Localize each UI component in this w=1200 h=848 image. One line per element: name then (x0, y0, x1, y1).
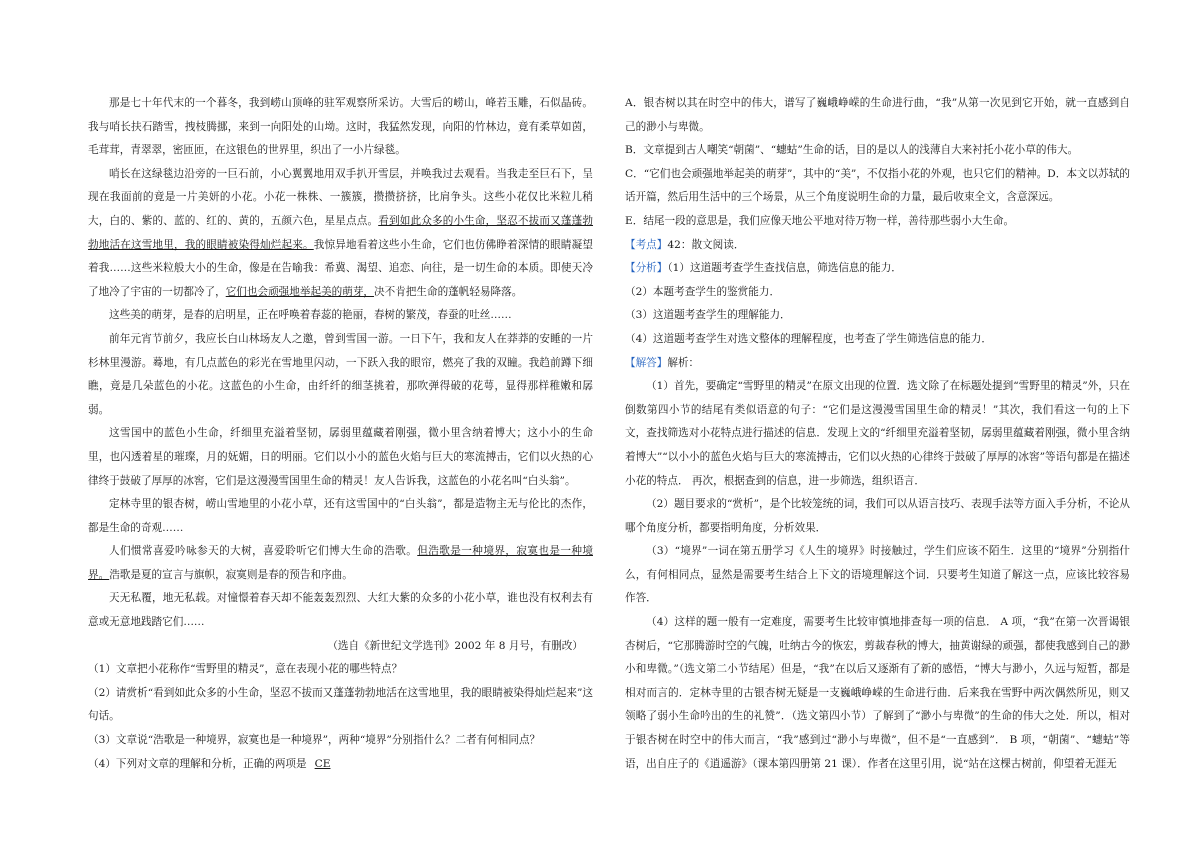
passage-paragraph-3: 这些美的萌芽，是春的启明星，正在呼唤着春蕊的艳丽，春树的繁茂，春蚕的吐丝…… (109, 309, 512, 322)
passage-paragraph-5: 这雪国中的蓝色小生命，纤细里充溢着坚韧，孱弱里蕴藏着刚强，微小里含纳着博大；这小小的生命里，也闪透着星的璀璨，月的妩媚，日的明丽。它们以小小的蓝色火焰与巨大的寒流搏击，它们以火热的心律终于鼓破了厚厚的冰窖，它们是这漫漫雪国里生命的精灵！友人告诉我，这蓝色的小花名叫“白头翁”。 (88, 427, 593, 487)
passage-paragraph-8: 天无私覆，地无私载。对憧憬着春天却不能轰轰烈烈、大红大紫的众多的小花小草，谁也没有权利去有意或无意地践踏它们…… (88, 592, 593, 629)
answer-3: （3）“境界”一词在第五册学习《人生的境界》时接触过，学生们应该不陌生．这里的“境界”分别指什么，有何相同点，显然是需要考生结合上下文的语境理解这个词．只要考生知道了解这一点，应该比较容易作答． (625, 545, 1130, 605)
text: 哨长在这绿毯边沿旁的一巨石前，小心翼翼地用双手扒开雪层，并唤我过去观看。当我走至巨石下，呈现在我面前的竟是一片美妍的小花。小花一株株、一簇簇，攒攒挤挤，比肩争头。这些小花仅比米粒儿稍大，白的、紫的、蓝的、红的、黄的，五颜六色，星星点点。 (88, 167, 593, 227)
passage-paragraph-1 (88, 92, 593, 163)
text: 42：散文阅读． (667, 238, 745, 251)
fenxi-tag: 【分析】 (625, 262, 668, 275)
fenxi-2: （2）本题考查学生的鉴赏能力． (625, 285, 781, 298)
question-3: （3）文章说“浩歌是一种境界，寂寞也是一种境界”，两种“境界”分别指什么？二者有何相同点？ (88, 734, 541, 747)
text: 人们惯常喜爱吟咏参天的大树，喜爱聆听它们博大生命的浩歌。 (109, 545, 418, 558)
underlined-sentence: 看到如此众多的小生命，坚忍不拔而又蓬蓬勃勃地活在这雪地里，我的眼睛被染得灿烂起来。 (88, 214, 594, 251)
source-citation: （选自《新世纪文学选刊》2002 年 8 月号，有删改） (327, 639, 583, 652)
option-e: E．结尾一段的意思是，我们应像天地公平地对待万物一样，善待那些弱小大生命。 (625, 214, 1015, 227)
text: 我惊异地看着这些小生命，它们也仿佛睁着深情的眼睛凝望着我……这些米粒般大小的生命，像是在告喻我：希冀、渴望、追恋、向往，是一切生命的本质。即使天冷了地冷了宇宙的一切都冷了， (88, 238, 594, 298)
question-1: （1）文章把小花称作“雪野里的精灵”，意在表现小花的哪些特点？ (88, 663, 403, 676)
underlined-sentence: 它们也会顽强地举起美的萌芽， (225, 285, 375, 298)
left-column (88, 92, 593, 776)
text: 解析： (667, 356, 700, 369)
text: 决不肯把生命的蓬帆轻易降落。 (374, 285, 523, 298)
answer-blank: CE (314, 757, 331, 770)
answer-4: （4）这样的题一般有一定难度，需要考生比较审慎地排查每一项的信息． A 项，“我”在第一次晋谒银杏树后，“它那腾游时空的气魄，吐纳古今的恢宏，剪裁春秋的博大，抽黄谢绿的顽强，都使我感到自己的渺小和卑微。”（选文第二小节结尾）但是，“我”在以后又逐渐有了新的感悟，“博大与渺小，久远与短暂，都是相对而言的．定林寺里的古银杏树无疑是一支巍峨峥嵘的生命进行曲．后来我在雪野中两次偶然所见，则又领略了弱小生命吟出的生的礼赞”．（选文第四小节）了解到了“渺小与卑微”的生命的伟大之处．所以，相对于银杏树在时空中的伟大而言，“我”感到过“渺小与卑微”，但不是“一直感到”． B 项，“朝菌”、“蟪蛄”等语，出自庄子的《逍遥游》（课本第四册第 21 课）．作者在这里引用，说“站在这棵古树前，仰望着无涯无 (625, 616, 1130, 770)
fenxi-3: （3）这道题考查学生的理解能力． (625, 309, 791, 322)
option-a: A．银杏树以其在时空中的伟大，谱写了巍峨峥嵘的生命进行曲，“我”从第一次见到它开始，就一直感到自己的渺小与卑微。 (625, 97, 1130, 133)
fenxi-4: （4）这道题考查学生对选文整体的理解程度，也考查了学生筛选信息的能力． (625, 332, 992, 345)
kaodian-line (625, 234, 1130, 258)
jieda-line (625, 352, 1130, 376)
passage-paragraph-6: 定林寺里的银杏树，崂山雪地里的小花小草，还有这雪国中的“白头翁”，都是造物主无与伦比的杰作，都是生命的奇观…… (88, 498, 593, 534)
kaodian-tag: 【考点】 (625, 238, 668, 251)
text: 那是七十年代末的一个暮冬，我到崂山顶峰的驻军观察所采访。大雪后的崂山，峰若玉雕，石似晶砖。我与哨长扶石踏雪，拽枝腾挪，来到一向阳处的山坳。这时，我猛然发现，向阳的竹林边，竟有柔草如茵，毛茸茸，青翠翠，密匝匝，在这银色的世界里，织出了一小片绿毯。 (88, 97, 593, 157)
underlined-sentence: 但浩歌是一种境界，寂寞也是一种境界。 (88, 545, 593, 581)
text: （1）这道题考查学生查找信息，筛选信息的能力． (667, 262, 902, 275)
answer-2: （2）题目要求的“赏析”，是个比较笼统的词，我们可以从语言技巧、表现手法等方面入手分析，不论从哪个角度分析，都要指明角度，分析效果． (625, 498, 1130, 534)
text: （4）下列对文章的理解和分析，正确的两项是 (88, 757, 307, 770)
answer-1: （1）首先，要确定“雪野里的精灵”在原文出现的位置．选文除了在标题处提到“雪野里的精灵”外，只在倒数第四小节的结尾有类似语意的句子：“它们是这漫漫雪国里生命的精灵！”其次，我们看这一句的上下文，查找筛选对小花特点进行描述的信息．发现上文的“纤细里充溢着坚韧，孱弱里蕴藏着刚强，微小里含纳着博大”“以小小的蓝色火焰与巨大的寒流搏击，它们以火热的心律终于鼓破了厚厚的冰窖”等语句都是在描述小花的特点． 再次，根据查到的信息，进一步筛选，组织语言． (625, 380, 1130, 487)
option-c-d: C．“它们也会顽强地举起美的萌芽”，其中的“美”，不仅指小花的外观，也只它们的精神。D．本文以苏轼的话开篇，然后用生活中的三个场景，从三个角度说明生命的力量，最后收束全文，含意深远。 (625, 167, 1130, 204)
text: 浩歌是夏的宣言与旗帜，寂寞则是春的预告和序曲。 (109, 568, 353, 581)
passage-paragraph-7 (88, 540, 593, 587)
passage-paragraph-4: 前年元宵节前夕，我应长白山林场友人之邀，曾到雪国一游。一日下午，我和友人在莽莽的安睡的一片杉林里漫游。蓦地，有几点蓝色的彩光在雪地里闪动，一下跃入我的眼帘，燃亮了我的双瞳。我趋前蹲下细瞧，竟是几朵蓝色的小花。这蓝色的小生命，由纤纤的细茎挑着，那吹弹得破的花萼，显得那样稚嫩和孱弱。 (88, 332, 593, 416)
question-4 (88, 753, 593, 777)
jieda-tag: 【解答】 (625, 356, 668, 369)
fenxi-line (625, 257, 1130, 281)
option-b: B．文章提到古人嘲笑“朝菌”、“蟪蛄”生命的话，目的是以人的浅薄自大来衬托小花小草的伟大。 (625, 144, 1079, 157)
passage-paragraph-2 (88, 163, 593, 305)
right-column (625, 92, 1130, 776)
question-2: （2）请赏析“看到如此众多的小生命，坚忍不拔而又蓬蓬勃勃地活在这雪地里，我的眼睛被染得灿烂起来”这句话。 (88, 686, 593, 723)
